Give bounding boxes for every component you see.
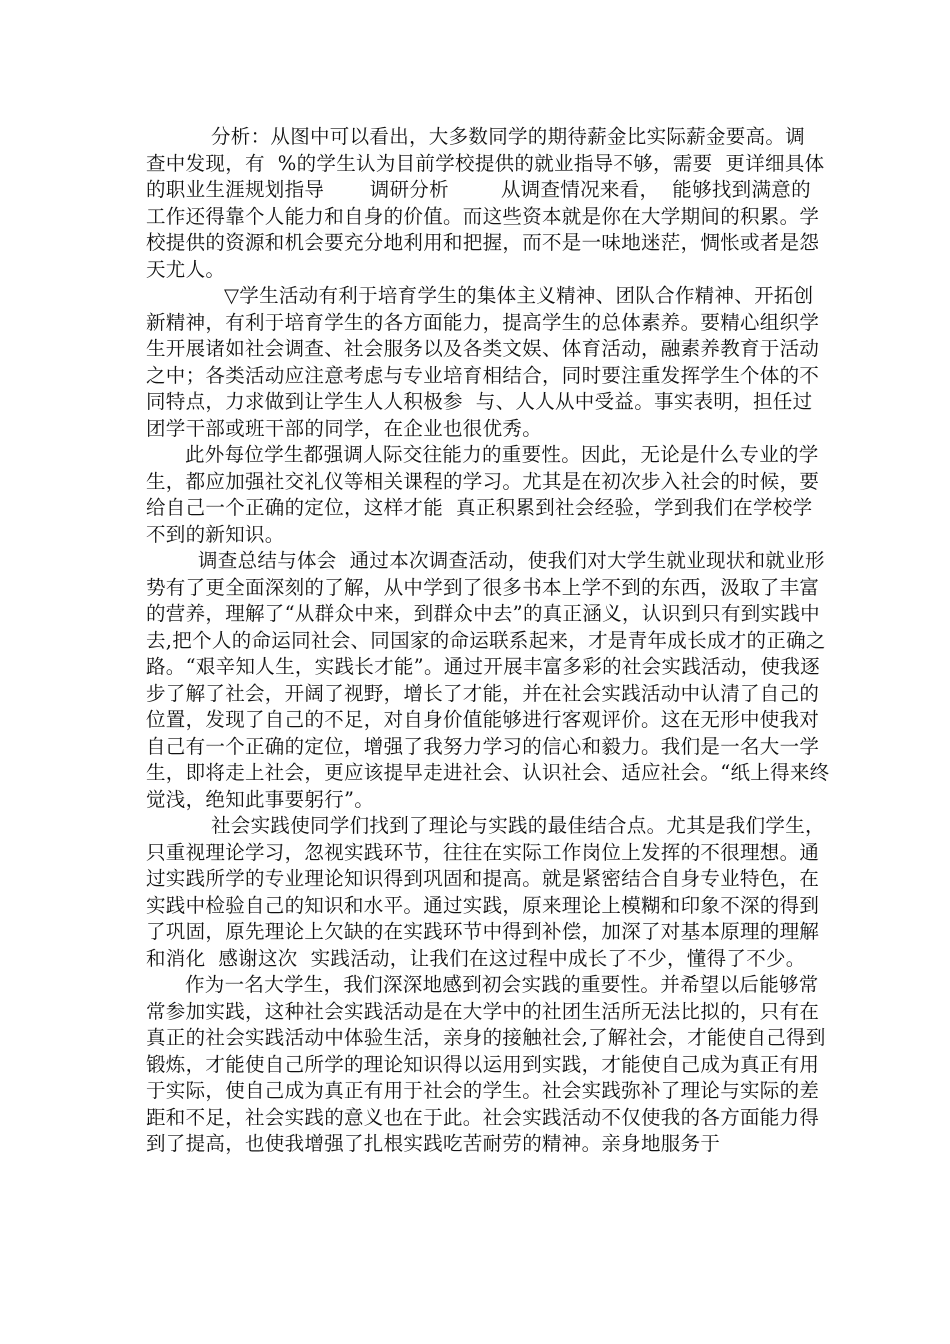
paragraph-student-activities: ▽学生活动有利于培育学生的集体主义精神、团队合作精神、开拓创新精神，有利于培育学生的各方面能力，提高学生的总体素养。要精心组织学生开展诸如社会调查、社会服务以及各类文娱、体育活动，融素养教育于活动之中；各类活动应注意考虑与专业培育相结合，同时要注重发挥学生个体的不同特点，力求做到让学生人人积极参 与、人人从中受益。事实表明，担任过团学干部或班干部的同学，在企业也很优秀。 — [146, 284, 820, 440]
paragraph-theory-practice: 社会实践使同学们找到了理论与实践的最佳结合点。尤其是我们学生，只重视理论学习，忽视实践环节，往往在实际工作岗位上发挥的不很理想。通过实践所学的专业理论知识得到巩固和提高。就是紧密结合自身专业特色，在实践中检验自己的知识和水平。通过实践，原来理论上模糊和印象不深的得到了巩固，原先理论上欠缺的在实践环节中得到补偿，加深了对基本原理的理解和消化 感谢这次 实践活动，让我们在这过程中成长了不少，懂得了不少。 — [146, 814, 825, 970]
paragraph-importance-of-practice: 作为一名大学生，我们深深地感到初会实践的重要性。并希望以后能够常常参加实践，这种社会实践活动是在大学中的社团生活所无法比拟的，只有在真正的社会实践活动中体验生活，亲身的接触社会,了解社会，才能使自己得到锻炼，才能使自己所学的理论知识得以运用到实践，才能使自己成为真正有用于实际，使自己成为真正有用于社会的学生。社会实践弥补了理论与实际的差距和不足，社会实践的意义也在于此。社会实践活动不仅使我的各方面能力得到了提高，也使我增强了扎根实践吃苦耐劳的精神。亲身地服务于 — [146, 973, 826, 1155]
document-body — [146, 124, 830, 1158]
paragraph-survey-summary: 调查总结与体会 通过本次调查活动，使我们对大学生就业现状和就业形势有了更全面深刻的了解，从中学到了很多书本上学不到的东西，汲取了丰富的营养，理解了“从群众中来，到群众中去”的真正涵义，认识到只有到实践中去,把个人的命运同社会、同国家的命运联系起来，才是青年成长成才的正确之路。“艰辛知人生，实践长才能”。通过开展丰富多彩的社会实践活动，使我逐步了解了社会，开阔了视野，增长了才能，并在社会实践活动中认清了自己的位置，发现了自己的不足，对自身价值能够进行客观评价。这在无形中使我对自己有一个正确的定位，增强了我努力学习的信心和毅力。我们是一名大一学生，即将走上社会，更应该提早走进社会、认识社会、适应社会。“纸上得来终觉浅，绝知此事要躬行”。 — [146, 549, 830, 811]
paragraph-interpersonal-skills: 此外每位学生都强调人际交往能力的重要性。因此，无论是什么专业的学生，都应加强社交礼仪等相关课程的学习。尤其是在初次步入社会的时候，要给自己一个正确的定位，这样才能 真正积累到社会经验，学到我们在学校学不到的新知识。 — [146, 443, 820, 546]
paragraph-analysis: 分析：从图中可以看出，大多数同学的期待薪金比实际薪金要高。调 查中发现，有 %的学生认为目前学校提供的就业指导不够，需要 更详细具体的职业生涯规划指导 调研分析 从调查情况来看， 能够找到满意的工作还得靠个人能力和自身的价值。而这些资本就是你在大学期间的积累。学校提供的资源和机会要充分地利用和把握，而不是一味地迷茫，惆怅或者是怨天尤人。 — [146, 125, 825, 281]
